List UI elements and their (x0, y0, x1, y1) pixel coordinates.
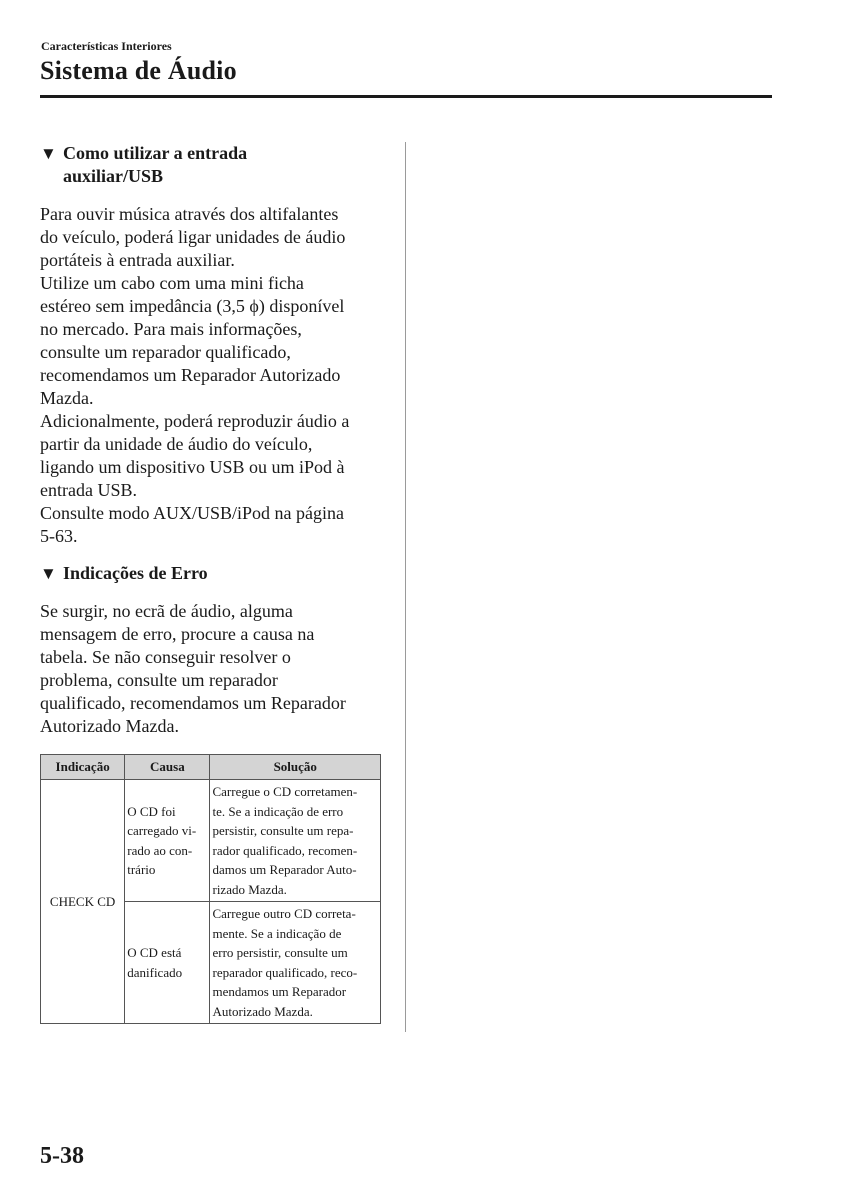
header-cause: Causa (125, 755, 210, 780)
solution-cell: Carregue outro CD correta- mente. Se a indicação de erro persistir, consulte um reparador qualificado, reco- mendamos um Reparador Autorizado Mazda. (210, 902, 381, 1024)
table-header-row (41, 755, 381, 780)
aux-usb-heading (40, 142, 385, 188)
triangle-down-icon: ▼ (40, 564, 57, 583)
column-divider (405, 142, 406, 1032)
error-table (40, 754, 381, 1024)
table-row (41, 780, 381, 902)
cause-cell: O CD foi carregado vi- rado ao con- trário (125, 780, 210, 902)
section-label: Características Interiores (41, 39, 172, 53)
page-number: 5-38 (40, 1143, 84, 1169)
aux-usb-paragraph: Para ouvir música através dos altifalantes do veículo, poderá ligar unidades de áudio portáteis à entrada auxiliar. Utilize um cabo com uma mini ficha estéreo sem impedância (3,5 ϕ) disponível no mercado. Para mais informações, consulte um reparador qualificado, recomendamos um Reparador Autorizado Mazda. Adicionalmente, poderá reproduzir áudio a partir da unidade de áudio do veículo, ligando um dispositivo USB ou um iPod à entrada USB. Consulte modo AUX/USB/iPod na página 5-63. (40, 204, 350, 546)
indication-cell: CHECK CD (41, 780, 125, 1024)
left-column (40, 142, 385, 1024)
solution-cell: Carregue o CD corretamen- te. Se a indicação de erro persistir, consulte um repa- rador qualificado, recomen- damos um Reparador Auto- rizado Mazda. (210, 780, 381, 902)
header-indication: Indicação (41, 755, 125, 780)
header-solution: Solução (210, 755, 381, 780)
aux-usb-heading-text: Como utilizar a entrada auxiliar/USB (63, 143, 248, 186)
errors-heading (40, 562, 385, 585)
triangle-down-icon: ▼ (40, 144, 57, 163)
title-rule (40, 95, 772, 98)
errors-heading-text: Indicações de Erro (63, 563, 208, 583)
errors-paragraph: Se surgir, no ecrã de áudio, alguma mensagem de erro, procure a causa na tabela. Se não conseguir resolver o problema, consulte um reparador qualificado, recomendamos um Reparador Autorizado Mazda. (40, 601, 346, 736)
cause-cell: O CD está danificado (125, 902, 210, 1024)
page-title: Sistema de Áudio (40, 56, 237, 85)
